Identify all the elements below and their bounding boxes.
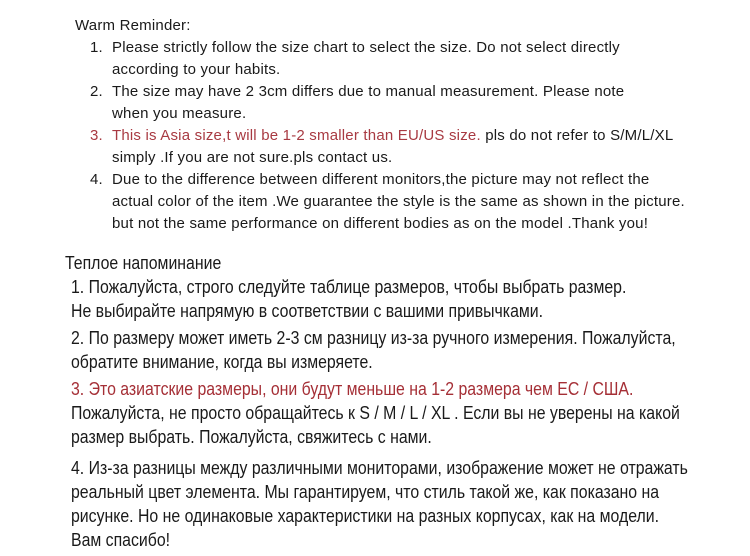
- english-item-4: [90, 169, 720, 235]
- english-item-2-text: [112, 81, 720, 125]
- english-item-4-line-2: actual color of the item .We guarantee the style is the same as shown in the picture.: [112, 193, 685, 210]
- english-item-3-number: 3.: [90, 127, 103, 144]
- russian-section-title: Теплое напоминание: [65, 253, 222, 273]
- english-item-3: [90, 125, 720, 169]
- english-item-2: [90, 81, 720, 125]
- russian-reminder-list: [65, 275, 730, 552]
- english-item-1-line-1: Please strictly follow the size chart to select the size. Do not select directly: [112, 39, 620, 56]
- english-item-4-line-1: Due to the difference between different monitors,the picture may not reflect the: [112, 171, 650, 188]
- russian-item-2: [71, 326, 730, 374]
- russian-item-4-line-2: реальный цвет элемента. Мы гарантируем, что стиль такой же, как показано на: [71, 482, 660, 502]
- english-item-4-number: 4.: [90, 171, 103, 188]
- english-item-2-number: 2.: [90, 83, 103, 100]
- russian-item-2-line-2: обратите внимание, когда вы измеряете.: [71, 352, 373, 372]
- english-item-3-line-2: simply .If you are not sure.pls contact us.: [112, 149, 393, 166]
- english-item-4-text: [112, 169, 720, 235]
- english-item-2-line-1: The size may have 2 3cm differs due to manual measurement. Please note: [112, 83, 625, 100]
- english-reminder-section: [0, 0, 750, 235]
- russian-item-3: [71, 377, 730, 449]
- russian-item-4-line-3: рисунке. Но не одинаковые характеристики на разных корпусах, как на модели.: [71, 506, 659, 526]
- russian-item-1: [71, 275, 730, 323]
- russian-item-3-red-line: 3. Это азиатские размеры, они будут меньше на 1-2 размера чем ЕС / США.: [71, 379, 634, 399]
- russian-item-4: [71, 456, 730, 552]
- english-item-3-red-text: This is Asia size,t will be 1-2 smaller than EU/US size.: [112, 127, 481, 144]
- russian-reminder-section: [0, 251, 750, 552]
- english-item-1-line-2: according to your habits.: [112, 61, 281, 78]
- russian-item-2-line-1: 2. По размеру может иметь 2-3 см разницу из-за ручного измерения. Пожалуйста,: [71, 328, 676, 348]
- russian-item-1-line-2: Не выбирайте напрямую в соответствии с вашими привычками.: [71, 301, 544, 321]
- english-item-1-number: 1.: [90, 39, 103, 56]
- russian-item-4-line-1: 4. Из-за разницы между различными мониторами, изображение может не отражать: [71, 458, 688, 478]
- english-item-3-text: [112, 125, 720, 169]
- english-item-1: [90, 37, 720, 81]
- english-reminder-list: [75, 37, 720, 235]
- russian-item-3-line-3: размер выбрать. Пожалуйста, свяжитесь с нами.: [71, 427, 432, 447]
- russian-item-3-line-2: Пожалуйста, не просто обращайтесь к S / M / L / XL . Если вы не уверены на какой: [71, 403, 680, 423]
- english-item-3-black-text: pls do not refer to S/M/L/XL: [480, 127, 674, 144]
- english-item-1-text: [112, 37, 720, 81]
- russian-item-1-line-1: 1. Пожалуйста, строго следуйте таблице размеров, чтобы выбрать размер.: [71, 277, 627, 297]
- english-item-3-line-1: [112, 125, 720, 147]
- english-section-title: Warm Reminder:: [75, 17, 191, 34]
- russian-item-4-line-4: Вам спасибо!: [71, 530, 171, 550]
- english-item-2-line-2: when you measure.: [112, 105, 247, 122]
- english-item-4-line-3: but not the same performance on different bodies as on the model .Thank you!: [112, 215, 649, 232]
